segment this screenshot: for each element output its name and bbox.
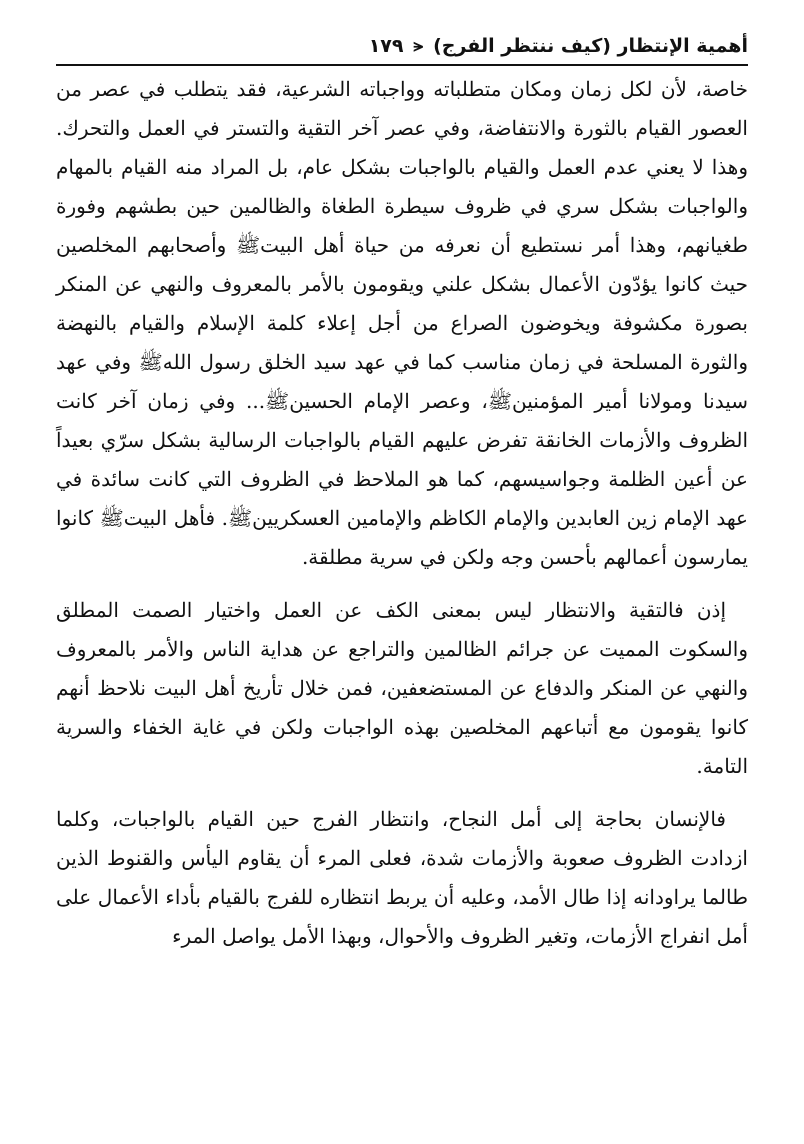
ornament-icon: ⪪ [413,36,424,56]
page-number: ١٧٩ [368,35,404,57]
paragraph-1: خاصة، لأن لكل زمان ومكان متطلباته وواجباته الشرعية، فقد يتطلب في عصر من العصور القيام بالثورة والانتفاضة، وفي عصر آخر التقية والتستر في العمل والتحرك. وهذا لا يعني عدم العمل والقيام بالواجبات بشكل عام، بل المراد منه القيام بالمهام والواجبات بشكل سري في ظروف سيطرة الطغاة والظالمين حين بطشهم وفورة طغيانهم، وهذا أمر نستطيع أن نعرفه من حياة أهل البيتﷺ وأصحابهم المخلصين حيث كانوا يؤدّون الأعمال بشكل علني ويقومون بالأمر بالمعروف والنهي عن المنكر بصورة مكشوفة ويخوضون الصراع من أجل إعلاء كلمة الإسلام والقيام بالنهضة والثورة المسلحة في زمان مناسب كما في عهد سيد الخلق رسول اللهﷺ وفي عهد سيدنا ومولانا أمير المؤمنينﷺ، وعصر الإمام الحسينﷺ... وفي زمان آخر كانت الظروف والأزمات الخانقة تفرض عليهم القيام بالواجبات الرسالية بشكل سرّي بعيداً عن أعين الظلمة وجواسيسهم، كما هو الملاحظ في الظروف التي كانت سائدة في عهد الإمام زين العابدين والإمام الكاظم والإمامين العسكريينﷺ. فأهل البيتﷺ كانوا يمارسون أعمالهم بأحسن وجه ولكن في سرية مطلقة. [56,77,749,569]
header-rule [56,64,748,66]
chapter-title: أهمية الإنتظار (كيف ننتظر الفرج) [433,35,748,57]
paragraph-2: إذن فالتقية والانتظار ليس بمعنى الكف عن العمل واختيار الصمت المطلق والسكوت المميت عن جرائم الظالمين والتراجع عن هداية الناس والأمر بالمعروف والنهي عن المنكر والدفاع عن المستضعفين، فمن خلال تأريخ أهل البيت نلاحظ أنهم كانوا يقومون مع أتباعهم المخلصين بهذه الواجبات ولكن في غاية الخفاء والسرية التامة. [56,598,748,778]
paragraph-3: فالإنسان بحاجة إلى أمل النجاح، وانتظار الفرج حين القيام بالواجبات، وكلما ازدادت الظروف صعوبة والأزمات شدة، فعلى المرء أن يقاوم اليأس والقنوط الذين طالما يراودانه إذا طال الأمد، وعليه أن يربط انتظاره للفرج بالقيام بأداء الأعمال على أمل انفراج الأزمات، وتغير الظروف والأحوال، وبهذا الأمل يواصل المرء [56,807,748,948]
page-body [56,70,748,956]
running-header [56,26,748,66]
